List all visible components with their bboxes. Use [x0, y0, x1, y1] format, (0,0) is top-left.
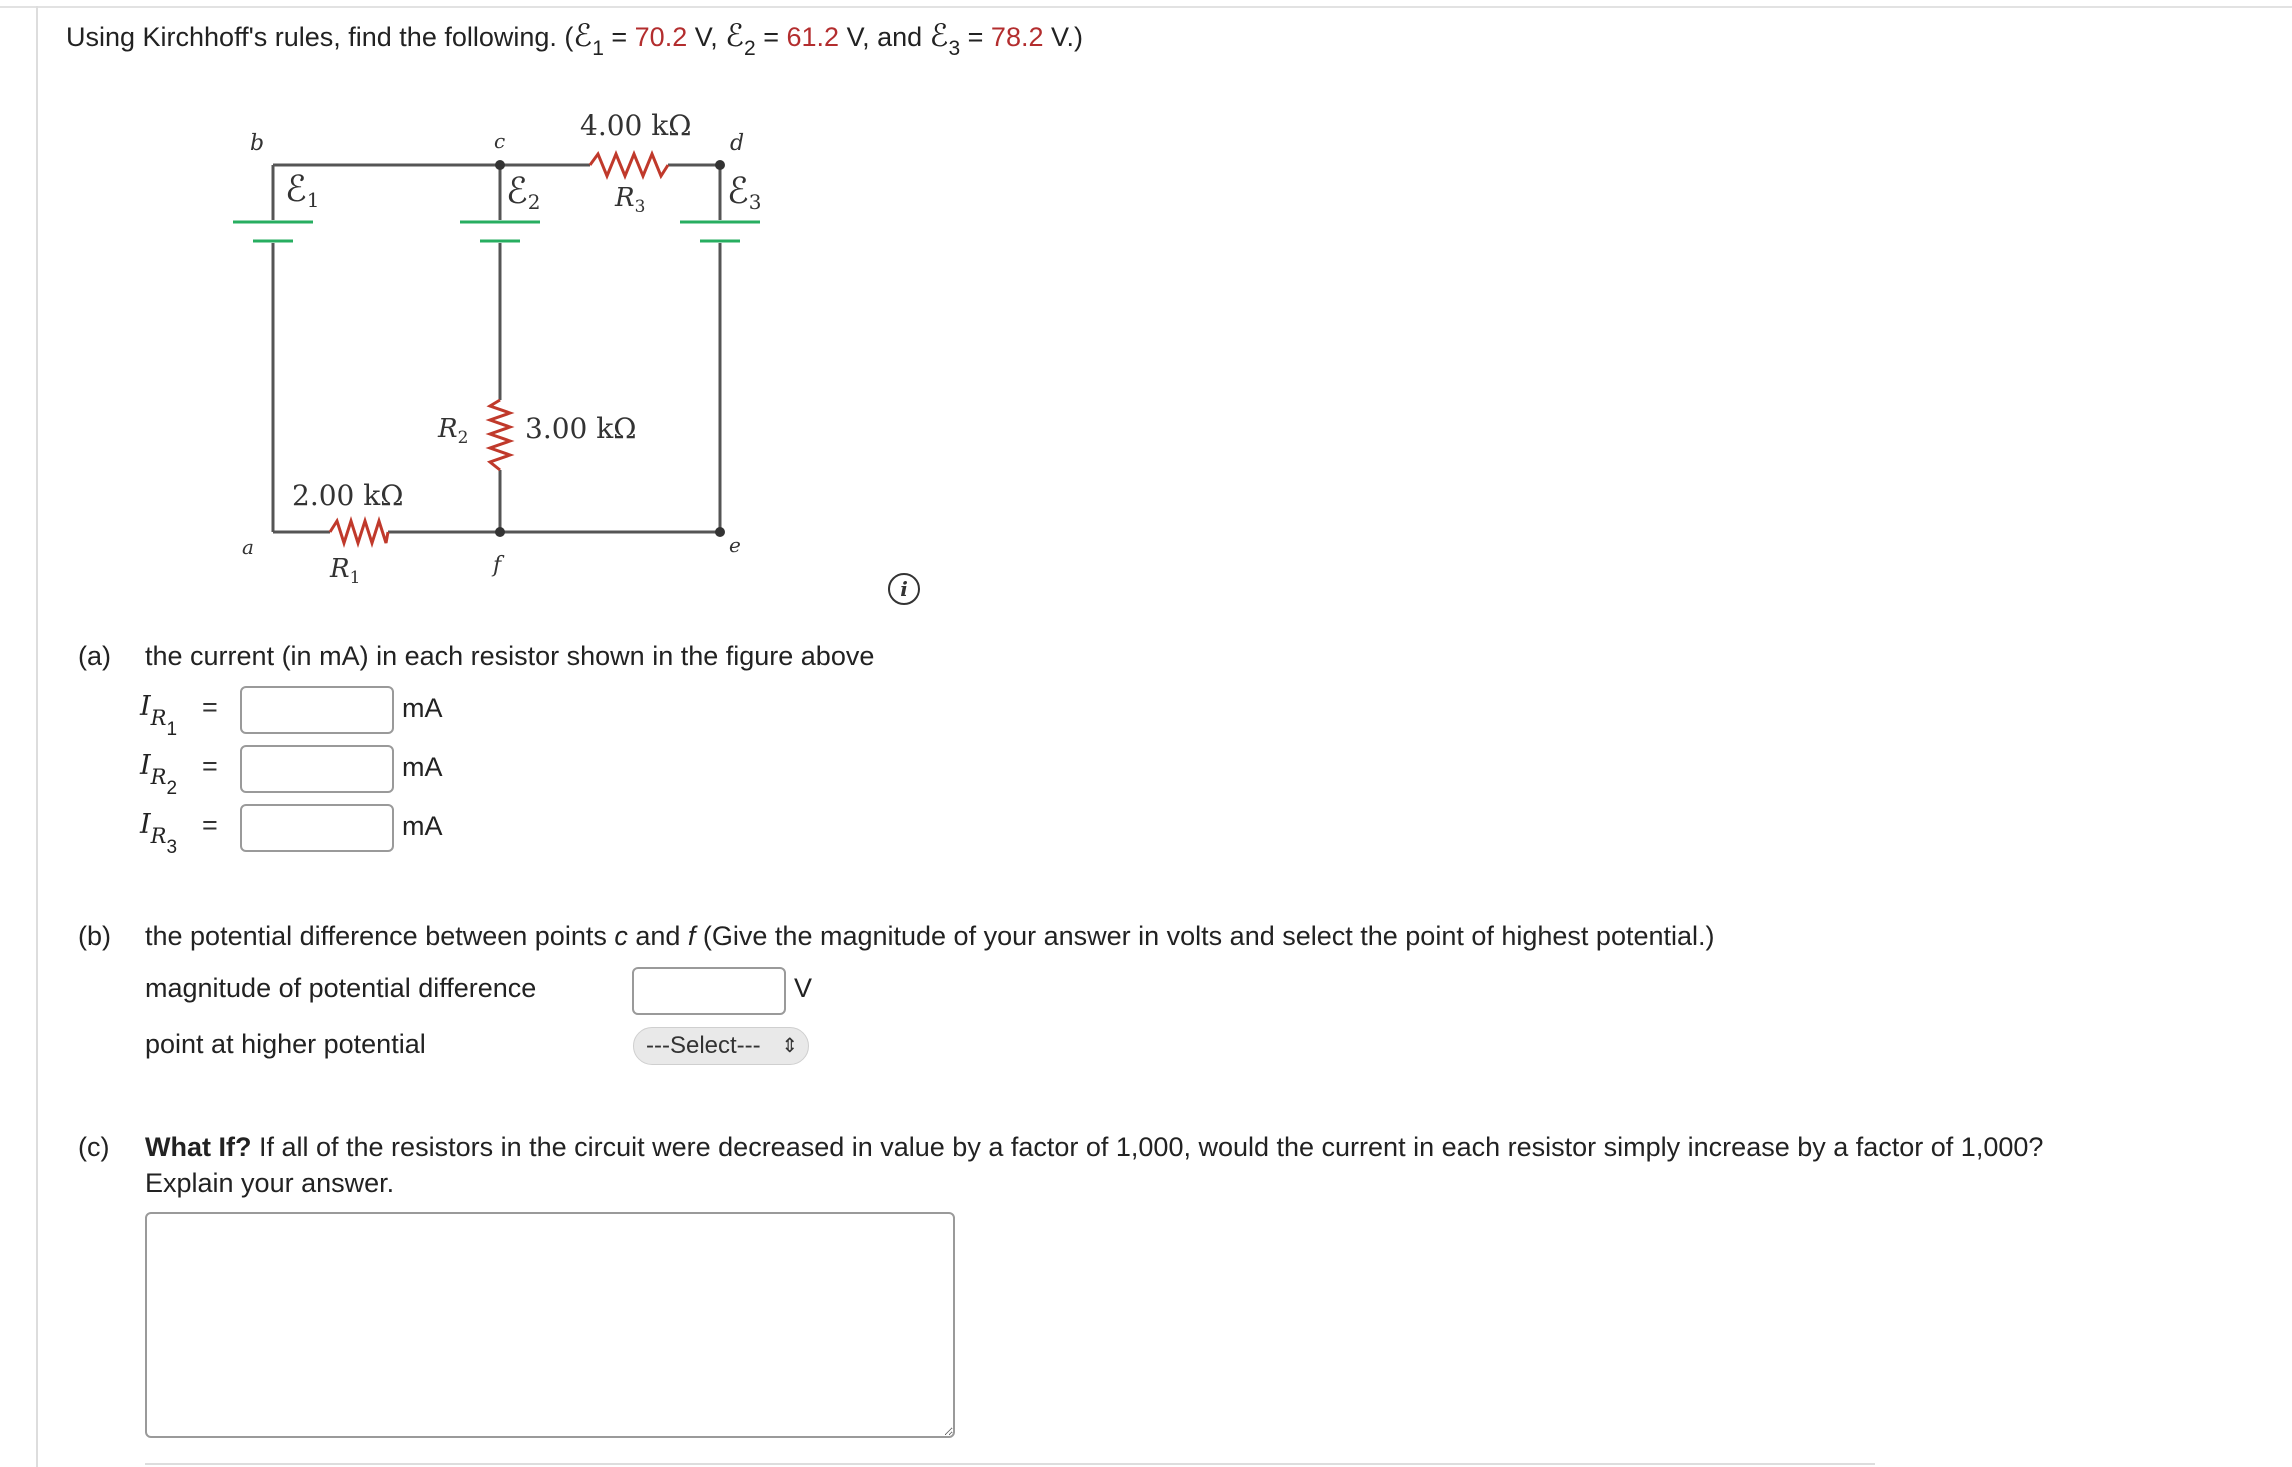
var-i-r1-subsub: 1: [166, 719, 178, 740]
var-i-r2-sub: R: [150, 765, 167, 789]
resistor-r1-zigzag: [330, 521, 388, 543]
emf3-symbol: ℰ: [929, 18, 949, 54]
equals-sign: =: [603, 22, 635, 52]
emf1-value: 70.2: [634, 22, 688, 52]
emf1-subscript: 1: [592, 37, 604, 60]
var-i-r3-sub: R: [150, 824, 167, 848]
equals-sign: =: [755, 22, 787, 52]
emf3-label-symbol: ℰ: [727, 171, 749, 212]
unit-r1: mA: [402, 693, 443, 723]
node-c-dot: [495, 160, 505, 170]
node-label-e: e: [729, 533, 741, 557]
node-label-d: d: [730, 131, 745, 156]
emf1-label-subscript: 1: [306, 188, 320, 212]
select-chevron-icon: ⇕: [781, 1035, 798, 1057]
part-b-text: [145, 918, 1715, 954]
r2-name-label: [437, 414, 468, 448]
r1-value-label: 2.00 kΩ: [292, 479, 404, 512]
equals-r3: =: [202, 810, 218, 840]
node-f-dot: [495, 527, 505, 537]
potential-difference-input[interactable]: [632, 967, 786, 1015]
bottom-divider: [145, 1463, 1875, 1465]
part-b-text-before: the potential difference between points: [145, 921, 615, 951]
current-r2-input[interactable]: [240, 745, 394, 793]
point-c: c: [614, 921, 628, 951]
top-divider: [0, 0, 2292, 8]
node-label-a: a: [242, 535, 254, 559]
info-icon[interactable]: i: [888, 573, 920, 605]
r2-subscript: 2: [457, 428, 469, 448]
emf1-symbol: ℰ: [573, 18, 593, 54]
unit-r3: mA: [402, 811, 443, 841]
var-i-r3-symbol: I: [140, 809, 151, 840]
equals-sign: =: [960, 22, 991, 52]
part-b-label: (b): [78, 921, 111, 951]
emf3-subscript: 3: [948, 37, 961, 60]
var-i-r3-subsub: 3: [166, 837, 178, 858]
equals-r1: =: [202, 692, 218, 722]
emf2-unit: V, and: [839, 22, 930, 52]
var-i-r1-symbol: I: [140, 691, 151, 722]
node-label-f: f: [493, 553, 502, 578]
node-label-c: c: [494, 129, 506, 153]
explanation-textarea[interactable]: [145, 1212, 955, 1438]
battery-emf3: [680, 222, 760, 241]
emf2-value: 61.2: [786, 22, 840, 52]
emf2-symbol: ℰ: [725, 18, 745, 54]
emf1-label-symbol: ℰ: [285, 169, 307, 210]
resistor-r3-zigzag: [590, 154, 668, 176]
part-c-label: (c): [78, 1132, 110, 1162]
part-c-question: If all of the resistors in the circuit were decreased in value by a factor of 1,000, would the current in each resistor simply increase by a factor of 1,000?: [251, 1132, 2044, 1162]
r3-value-label: 4.00 kΩ: [580, 110, 692, 142]
emf3-label-subscript: 3: [748, 190, 762, 214]
emf1-label: [285, 169, 320, 212]
problem-statement: [66, 16, 1084, 60]
select-value: ---Select---: [646, 1032, 761, 1059]
var-i-r1: [140, 691, 178, 740]
battery-emf2: [460, 222, 540, 241]
part-a-text: the current (in mA) in each resistor shown in the figure above: [145, 641, 875, 671]
emf2-label-subscript: 2: [527, 190, 541, 214]
emf3-unit: V.): [1043, 22, 1084, 52]
circuit-wires: [273, 165, 720, 532]
var-i-r3: [140, 809, 178, 858]
var-i-r2-symbol: I: [140, 750, 151, 781]
emf3-value: 78.2: [990, 22, 1044, 52]
r2-name: R: [438, 414, 458, 444]
part-b-text-after: (Give the magnitude of your answer in volts and select the point of highest potential.): [695, 921, 1715, 951]
unit-r2: mA: [402, 752, 443, 782]
intro-lead: Using Kirchhoff's rules, find the following. (: [66, 22, 574, 52]
node-e-dot: [715, 527, 725, 537]
higher-potential-label: point at higher potential: [145, 1029, 426, 1059]
current-r1-input[interactable]: [240, 686, 394, 734]
part-c-text: [145, 1129, 2043, 1165]
r3-subscript: 3: [634, 197, 646, 217]
r2-value-label: 3.00 kΩ: [525, 412, 637, 445]
magnitude-label: magnitude of potential difference: [145, 973, 537, 1003]
current-r3-input[interactable]: [240, 804, 394, 852]
var-i-r2: [140, 750, 178, 799]
var-i-r2-subsub: 2: [166, 778, 178, 799]
r1-name: R: [330, 554, 350, 584]
higher-potential-select[interactable]: [633, 1027, 809, 1065]
r1-name-label: [329, 554, 360, 588]
part-c-text-line2: Explain your answer.: [145, 1168, 395, 1198]
emf2-label: [506, 171, 541, 214]
circuit-diagram: [220, 110, 840, 610]
point-f: f: [687, 921, 696, 951]
resistor-r2-zigzag: [490, 400, 510, 470]
r1-subscript: 1: [349, 568, 361, 588]
node-label-b: b: [250, 131, 265, 156]
emf2-subscript: 2: [744, 37, 756, 60]
part-b-text-mid: and: [627, 921, 688, 951]
emf3-label: [727, 171, 762, 214]
emf1-unit: V,: [687, 22, 726, 52]
left-divider: [36, 6, 38, 1467]
equals-r2: =: [202, 751, 218, 781]
emf2-label-symbol: ℰ: [506, 171, 528, 212]
unit-volts: V: [794, 973, 813, 1003]
what-if-lead: What If?: [145, 1132, 252, 1162]
r3-name: R: [615, 183, 635, 213]
node-d-dot: [715, 160, 725, 170]
r3-name-label: [614, 183, 645, 217]
battery-emf1: [233, 222, 313, 241]
var-i-r1-sub: R: [150, 706, 167, 730]
part-a-label: (a): [78, 641, 111, 671]
